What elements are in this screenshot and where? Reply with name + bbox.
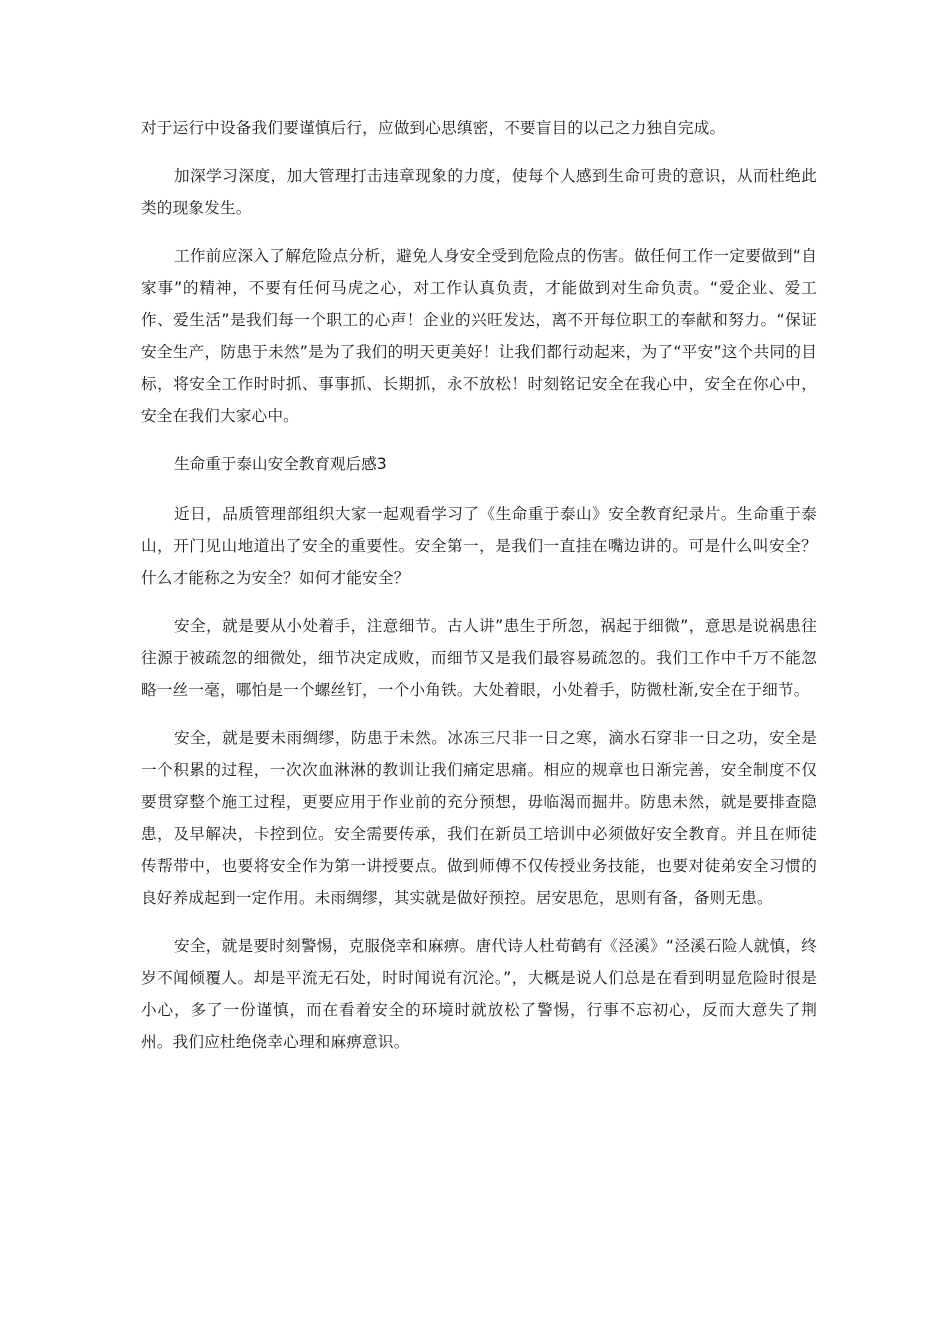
section-paragraph-2: 安全，就是要从小处着手，注意细节。古人讲”患生于所忽，祸起于细微”，意思是说祸患往往源于被疏忽的细微处，细节决定成败，而细节又是我们最容易疏忽的。我们工作中千万不能忽略一丝一毫，哪怕是一个螺丝钉，一个小角铁。大处着眼，小处着手，防微杜渐,安全在于细节。	[141, 617, 817, 699]
section-paragraph-4: 安全，就是要时刻警惕，克服侥幸和麻痹。唐代诗人杜荀鹤有《泾溪》“泾溪石险人就慎，终岁不闻倾覆人。却是平流无石处，时时闻说有沉沦。”，大概是说人们总是在看到明显危险时很是小心，多了一份谨慎，而在看着安全的环境时就放松了警惕，行事不忘初心，反而大意失了荆州。我们应杜绝侥幸心理和麻痹意识。	[141, 937, 817, 1051]
paragraph-2: 加深学习深度，加大管理打击违章现象的力度，使每个人感到生命可贵的意识，从而杜绝此类的现象发生。	[141, 167, 817, 217]
document-body	[141, 112, 817, 1074]
paragraph-1: 对于运行中设备我们要谨慎后行，应做到心思缜密，不要盲目的以己之力独自完成。	[141, 119, 726, 137]
section-title: 生命重于泰山安全教育观后感3	[174, 455, 387, 473]
section-paragraph-3: 安全，就是要未雨绸缪，防患于未然。冰冻三尺非一日之寒，滴水石穿非一日之功，安全是一个积累的过程，一次次血淋淋的教训让我们痛定思痛。相应的规章也日渐完善，安全制度不仅要贯穿整个施工过程，更要应用于作业前的充分预想，毋临渴而掘井。防患未然，就是要排查隐患，及早解决，卡控到位。安全需要传承，我们在新员工培训中必须做好安全教育。并且在师徒传帮带中，也要将安全作为第一讲授要点。做到师傅不仅传授业务技能，也要对徒弟安全习惯的良好养成起到一定作用。未雨绸缪，其实就是做好预控。居安思危，思则有备，备则无患。	[141, 729, 817, 907]
section-paragraph-1: 近日，品质管理部组织大家一起观看学习了《生命重于泰山》安全教育纪录片。生命重于泰山，开门见山地道出了安全的重要性。安全第一，是我们一直挂在嘴边讲的。可是什么叫安全？什么才能称之为安全？如何才能安全？	[141, 505, 817, 587]
paragraph-3: 工作前应深入了解危险点分析，避免人身安全受到危险点的伤害。做任何工作一定要做到“自家事”的精神，不要有任何马虎之心，对工作认真负责，才能做到对生命负责。“爱企业、爱工作、爱生活”是我们每一个职工的心声！企业的兴旺发达，离不开每位职工的奉献和努力。“保证安全生产，防患于未然”是为了我们的明天更美好！让我们都行动起来，为了“平安”这个共同的目标，将安全工作时时抓、事事抓、长期抓，永不放松！时刻铭记安全在我心中，安全在你心中，安全在我们大家心中。	[141, 247, 817, 425]
